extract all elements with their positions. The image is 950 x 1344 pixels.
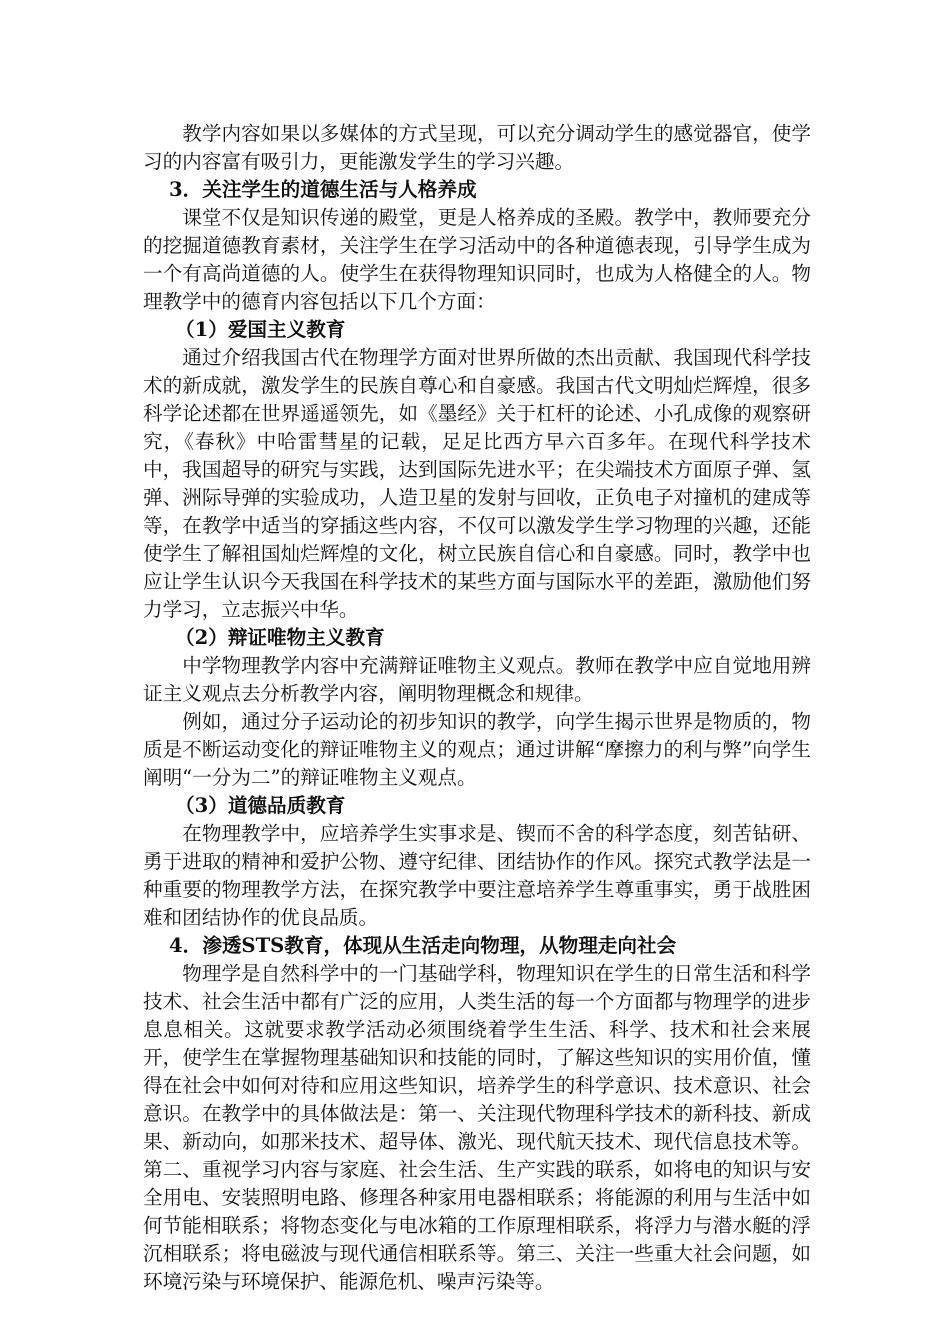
- paragraph-moral-quality: 在物理教学中，应培养学生实事求是、锲而不舍的科学态度，刻苦钻研、勇于进取的精神和爱护公物、遵守纪律、团结协作的作风。探究式教学法是一种重要的物理教学方法，在探究教学中要注意培养学生尊重事实，勇于战胜困难和团结协作的优良品质。: [143, 822, 811, 929]
- paragraph-sts: 物理学是自然科学中的一门基础学科，物理知识在学生的日常生活和科学技术、社会生活中都有广泛的应用，人类生活的每一个方面都与物理学的进步息息相关。这就要求教学活动必须围绕着学生生活、科学、技术和社会来展开，使学生在掌握物理基础知识和技能的同时，了解这些知识的实用价值，懂得在社会中如何对待和应用这些知识，培养学生的科学意识、技术意识、社会意识。在教学中的具体做法是：第一、关注现代物理科学技术的新科技、新成果、新动向，如那米技术、超导体、激光、现代航天技术、现代信息技术等。第二、重视学习内容与家庭、社会生活、生产实践的联系，如将电的知识与安全用电、安装照明电路、修理各种家用电器相联系；将能源的利用与生活中如何节能相联系；将物态变化与电冰箱的工作原理相联系，将浮力与潜水艇的浮沉相联系；将电磁波与现代通信相联系等。第三、关注一些重大社会问题，如环境污染与环境保护、能源危机、噪声污染等。: [143, 962, 811, 1293]
- subheading-dialectical-materialism: （2）辩证唯物主义教育: [175, 626, 385, 649]
- subheading-patriotism: （1）爱国主义教育: [175, 318, 346, 341]
- paragraph-multimedia: 教学内容如果以多媒体的方式呈现，可以充分调动学生的感觉器官，使学习的内容富有吸引力，更能激发学生的学习兴趣。: [143, 122, 811, 173]
- section-heading-4: 4．渗透STS教育，体现从生活走向物理，从物理走向社会: [169, 934, 677, 957]
- paragraph-dialectical-2: 例如，通过分子运动论的初步知识的教学，向学生揭示世界是物质的，物质是不断运动变化的辩证唯物主义的观点；通过讲解“摩擦力的利与弊”向学生阐明“一分为二”的辩证唯物主义观点。: [143, 710, 811, 789]
- paragraph-moral-life: 课堂不仅是知识传递的殿堂，更是人格养成的圣殿。教学中，教师要充分的挖掘道德教育素材，关注学生在学习活动中的各种道德表现，引导学生成为一个有高尚道德的人。使学生在获得物理知识同时，也成为人格健全的人。物理教学中的德育内容包括以下几个方面：: [143, 206, 811, 313]
- paragraph-dialectical-1: 中学物理教学内容中充满辩证唯物主义观点。教师在教学中应自觉地用辨证主义观点去分析教学内容，阐明物理概念和规律。: [143, 654, 811, 705]
- document-page: [143, 120, 811, 1296]
- subheading-moral-quality: （3）道德品质教育: [175, 794, 346, 817]
- paragraph-patriotism: 通过介绍我国古代在物理学方面对世界所做的杰出贡献、我国现代科学技术的新成就，激发学生的民族自尊心和自豪感。我国古代文明灿烂辉煌，很多科学论述都在世界遥遥领先，如《墨经》关于杠杆的论述、小孔成像的观察研究，《春秋》中哈雷彗星的记载，足足比西方早六百多年。在现代科学技术中，我国超导的研究与实践，达到国际先进水平；在尖端技术方面原子弹、氢弹、洲际导弹的实验成功，人造卫星的发射与回收，正负电子对撞机的建成等等，在教学中适当的穿插这些内容，不仅可以激发学生学习物理的兴趣，还能使学生了解祖国灿烂辉煌的文化，树立民族自信心和自豪感。同时，教学中也应让学生认识今天我国在科学技术的某些方面与国际水平的差距，激励他们努力学习，立志振兴中华。: [143, 346, 811, 621]
- section-heading-3: 3．关注学生的道德生活与人格养成: [169, 178, 477, 201]
